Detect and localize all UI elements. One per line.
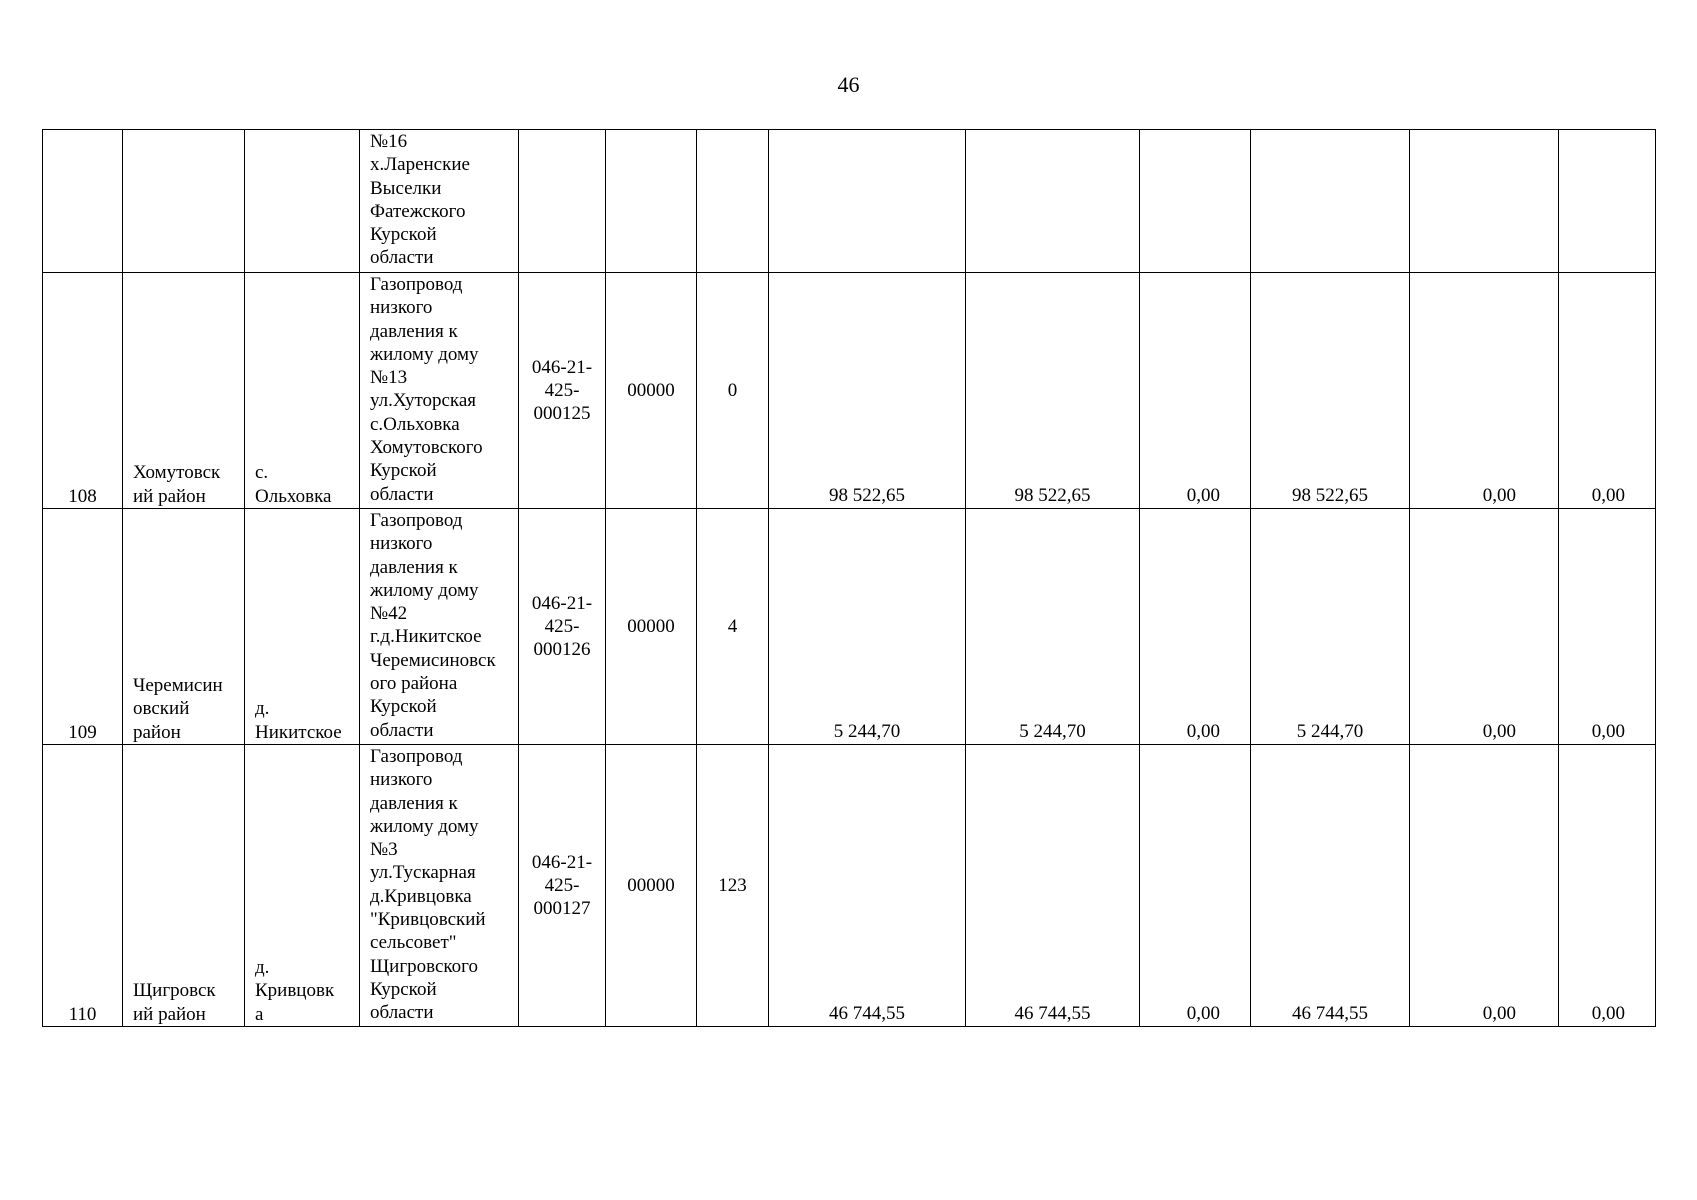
district-cell-line: Черемисин bbox=[133, 675, 223, 697]
district-cell bbox=[123, 509, 245, 745]
zero-code-cell: 00000 bbox=[606, 745, 697, 1027]
amount-cell-3: 0,00 bbox=[1140, 273, 1251, 509]
object-description-cell-line: области bbox=[370, 247, 434, 269]
count-cell: 0 bbox=[697, 273, 769, 509]
amount-cell-1 bbox=[769, 130, 966, 273]
district-cell bbox=[123, 273, 245, 509]
object-description-cell-line: Курской bbox=[370, 224, 437, 246]
object-description-cell-line: давления к bbox=[370, 556, 458, 578]
amount-cell-3: 0,00 bbox=[1140, 745, 1251, 1027]
cadastral-code-cell-line: 425- bbox=[544, 874, 580, 896]
amount-cell-5: 0,00 bbox=[1410, 273, 1559, 509]
count-cell bbox=[697, 130, 769, 273]
amount-cell-1: 5 244,70 bbox=[769, 509, 966, 745]
amount-cell-2: 46 744,55 bbox=[966, 745, 1140, 1027]
count-cell: 4 bbox=[697, 509, 769, 745]
amount-cell-5: 0,00 bbox=[1410, 509, 1559, 745]
registry-table bbox=[42, 129, 1656, 1027]
object-description-cell-line: х.Ларенские bbox=[370, 154, 470, 176]
row-number-cell: 109 bbox=[43, 509, 123, 745]
amount-cell-1: 98 522,65 bbox=[769, 273, 966, 509]
object-description-cell-line: области bbox=[370, 719, 434, 741]
object-description-cell-line: сельсовет" bbox=[370, 932, 457, 954]
cadastral-code-cell bbox=[519, 130, 606, 273]
table-row bbox=[43, 509, 1656, 745]
settlement-cell-line: Ольховка bbox=[255, 485, 332, 507]
district-cell-line: район bbox=[133, 721, 181, 743]
object-description-cell-line: Курской bbox=[370, 460, 437, 482]
object-description-cell-line: д.Кривцовка bbox=[370, 885, 472, 907]
object-description-cell-line: давления к bbox=[370, 320, 458, 342]
cadastral-code-cell-line: 000127 bbox=[533, 898, 591, 920]
settlement-cell-line: а bbox=[255, 1003, 264, 1025]
district-cell-line: Хомутовск bbox=[133, 462, 221, 484]
cadastral-code-cell-line: 425- bbox=[544, 379, 580, 401]
table-row bbox=[43, 745, 1656, 1027]
settlement-cell-line: д. bbox=[255, 698, 270, 720]
zero-code-cell bbox=[606, 130, 697, 273]
object-description-cell-line: жилому дому bbox=[370, 579, 479, 601]
settlement-cell-line: с. bbox=[255, 462, 269, 484]
cadastral-code-cell bbox=[519, 509, 606, 745]
table-row bbox=[43, 130, 1656, 273]
object-description-cell bbox=[360, 745, 519, 1027]
cadastral-code-cell bbox=[519, 745, 606, 1027]
object-description-cell-line: Газопровод bbox=[370, 746, 463, 767]
amount-cell-4: 5 244,70 bbox=[1251, 509, 1410, 745]
cadastral-code-cell-line: 000126 bbox=[533, 639, 591, 661]
row-number-cell: 110 bbox=[43, 745, 123, 1027]
district-cell-line: ий район bbox=[133, 485, 206, 507]
amount-cell-3: 0,00 bbox=[1140, 509, 1251, 745]
row-number-cell bbox=[43, 130, 123, 273]
district-cell-line: Щигровск bbox=[133, 980, 216, 1002]
settlement-cell-line: д. bbox=[255, 957, 270, 979]
object-description-cell-line: "Кривцовский bbox=[370, 909, 486, 931]
object-description-cell-line: Черемисиновск bbox=[370, 649, 496, 671]
page-number: 46 bbox=[837, 72, 860, 97]
object-description-cell-line: Курской bbox=[370, 696, 437, 718]
object-description-cell-line: ул.Хуторская bbox=[370, 390, 477, 412]
object-description-cell bbox=[360, 130, 519, 273]
settlement-cell-line: Никитское bbox=[255, 721, 342, 743]
settlement-cell bbox=[245, 130, 360, 273]
object-description-cell-line: №16 bbox=[370, 131, 408, 152]
object-description-cell-line: области bbox=[370, 1002, 434, 1024]
amount-cell-2: 98 522,65 bbox=[966, 273, 1140, 509]
object-description-cell-line: №13 bbox=[370, 367, 408, 389]
object-description-cell-line: жилому дому bbox=[370, 343, 479, 365]
settlement-cell bbox=[245, 509, 360, 745]
cadastral-code-cell bbox=[519, 273, 606, 509]
object-description-cell-line: с.Ольховка bbox=[370, 413, 460, 435]
amount-cell-5: 0,00 bbox=[1410, 745, 1559, 1027]
object-description-cell-line: №42 bbox=[370, 603, 408, 625]
amount-cell-4: 46 744,55 bbox=[1251, 745, 1410, 1027]
cadastral-code-cell-line: 000125 bbox=[533, 403, 591, 425]
amount-cell-3 bbox=[1140, 130, 1251, 273]
zero-code-cell: 00000 bbox=[606, 273, 697, 509]
count-cell: 123 bbox=[697, 745, 769, 1027]
cadastral-code-cell-line: 046-21- bbox=[531, 592, 593, 614]
row-number-cell: 108 bbox=[43, 273, 123, 509]
district-cell-line: овский bbox=[133, 698, 190, 720]
object-description-cell-line: области bbox=[370, 483, 434, 505]
object-description-cell-line: Газопровод bbox=[370, 274, 463, 295]
object-description-cell-line: №3 bbox=[370, 839, 398, 861]
amount-cell-5 bbox=[1410, 130, 1559, 273]
object-description-cell-line: Курской bbox=[370, 978, 437, 1000]
zero-code-cell: 00000 bbox=[606, 509, 697, 745]
object-description-cell-line: Газопровод bbox=[370, 510, 463, 531]
object-description-cell-line: Хомутовского bbox=[370, 437, 483, 459]
district-cell-line: ий район bbox=[133, 1003, 206, 1025]
object-description-cell-line: давления к bbox=[370, 792, 458, 814]
amount-cell-4: 98 522,65 bbox=[1251, 273, 1410, 509]
amount-cell-1: 46 744,55 bbox=[769, 745, 966, 1027]
object-description-cell-line: ул.Тускарная bbox=[370, 862, 476, 884]
amount-cell-4 bbox=[1251, 130, 1410, 273]
district-cell bbox=[123, 130, 245, 273]
amount-cell-6: 0,00 bbox=[1559, 273, 1656, 509]
cadastral-code-cell-line: 425- bbox=[544, 615, 580, 637]
cadastral-code-cell-line: 046-21- bbox=[531, 356, 593, 378]
table-row bbox=[43, 273, 1656, 509]
object-description-cell-line: ого района bbox=[370, 673, 458, 695]
object-description-cell-line: Фатежского bbox=[370, 200, 466, 222]
object-description-cell-line: жилому дому bbox=[370, 815, 479, 837]
cadastral-code-cell-line: 046-21- bbox=[531, 851, 593, 873]
object-description-cell-line: низкого bbox=[370, 769, 433, 791]
object-description-cell bbox=[360, 509, 519, 745]
settlement-cell bbox=[245, 745, 360, 1027]
district-cell bbox=[123, 745, 245, 1027]
settlement-cell-line: Кривцовк bbox=[255, 980, 335, 1002]
object-description-cell-line: Выселки bbox=[370, 177, 442, 199]
amount-cell-6: 0,00 bbox=[1559, 745, 1656, 1027]
amount-cell-2 bbox=[966, 130, 1140, 273]
object-description-cell-line: низкого bbox=[370, 533, 433, 555]
amount-cell-6: 0,00 bbox=[1559, 509, 1656, 745]
amount-cell-2: 5 244,70 bbox=[966, 509, 1140, 745]
amount-cell-6 bbox=[1559, 130, 1656, 273]
object-description-cell-line: г.д.Никитское bbox=[370, 626, 482, 648]
settlement-cell bbox=[245, 273, 360, 509]
object-description-cell bbox=[360, 273, 519, 509]
object-description-cell-line: низкого bbox=[370, 297, 433, 319]
object-description-cell-line: Щигровского bbox=[370, 955, 479, 977]
